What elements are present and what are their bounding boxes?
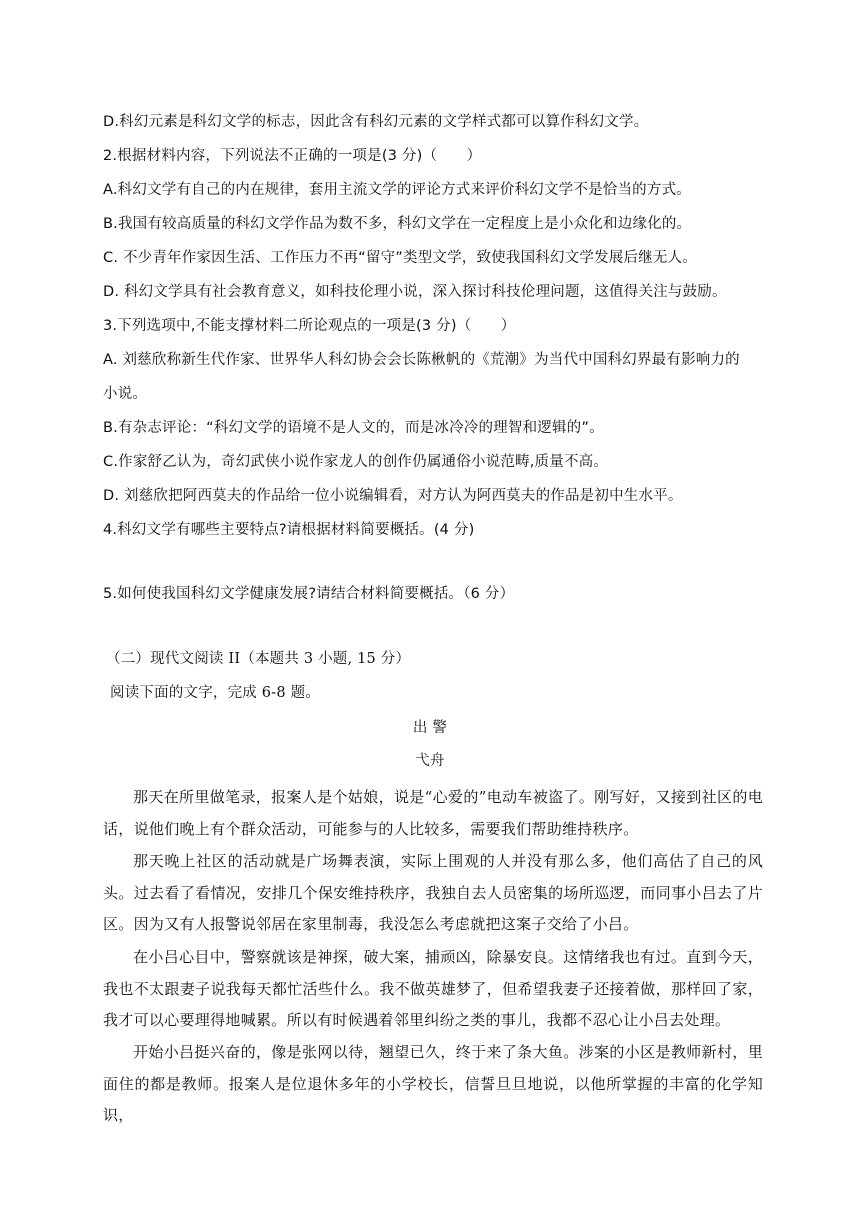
section-instruction: 阅读下面的文字，完成 6-8 题。 [110,685,320,701]
story-paragraph-2: 那天晚上社区的活动就是广场舞表演，实际上围观的人并没有那么多，他们高估了自己的风头。过去看了看情况，安排几个保安维持秩序，我独自去人员密集的场所巡逻，而同事小吕去了片区。因为又有人报警说邻居在家里制毒，我没怎么考虑就把这案子交给了小吕。 [103,852,763,933]
q4-stem: 4.科幻文学有哪些主要特点?请根据材料简要概括。(4 分) [103,522,475,538]
story-title: 出 警 [412,720,448,736]
q3-option-c: C.作家舒乙认为，奇幻武侠小说作家龙人的创作仍属通俗小说范畴,质量不高。 [103,454,609,470]
q2-option-c: C. 不少青年作家因生活、工作压力不再“留守”类型文学，致使我国科幻文学发展后继无人。 [103,250,697,266]
q3-option-a-cont: 小说。 [103,386,148,402]
story-paragraph-1: 那天在所里做笔录，报案人是个姑娘，说是“心爱的”电动车被盗了。刚写好，又接到社区的电话，说他们晚上有个群众活动，可能参与的人比较多，需要我们帮助维持秩序。 [103,788,763,838]
q3-option-d: D. 刘慈欣把阿西莫夫的作品给一位小说编辑看，对方认为阿西莫夫的作品是初中生水平。 [103,488,683,504]
q3-option-a: A. 刘慈欣称新生代作家、世界华人科幻协会会长陈楸帆的《荒潮》为当代中国科幻界最有影响力的 [103,352,740,368]
q1-option-d: D.科幻元素是科幻文学的标志，因此含有科幻元素的文学样式都可以算作科幻文学。 [103,114,649,130]
story-paragraph-3: 在小吕心目中，警察就该是神探，破大案，捕顽凶，除暴安良。这情绪我也有过。直到今天，我也不太跟妻子说我每天都忙活些什么。我不做英雄梦了，但希望我妻子还接着做，那样回了家，我才可以心要理得地喊累。所以有时候遇着邻里纠纷之类的事儿，我都不忍心让小吕去处理。 [103,948,763,1029]
q2-option-d: D. 科幻文学具有社会教育意义，如科技伦理小说，深入探讨科技伦理问题，这值得关注与鼓励。 [103,284,727,300]
story-author: 弋舟 [415,753,445,769]
section-heading: （二）现代文阅读 II（本题共 3 小题, 15 分） [106,651,411,667]
story-paragraph-4: 开始小吕挺兴奋的，像是张网以待，翘望已久，终于来了条大鱼。涉案的小区是教师新村，里面住的都是教师。报案人是位退休多年的小学校长，信誓旦旦地说，以他所掌握的丰富的化学知识， [103,1043,763,1124]
q3-option-b: B.有杂志评论：“科幻文学的语境不是人文的，而是冰冷冷的理智和逻辑的”。 [103,420,604,436]
q5-stem: 5.如何使我国科幻文学健康发展?请结合材料简要概括。（6 分） [103,586,515,602]
q2-option-a: A.科幻文学有自己的内在规律，套用主流文学的评论方式来评价科幻文学不是恰当的方式。 [103,182,691,198]
q2-option-b: B.我国有较高质量的科幻文学作品为数不多，科幻文学在一定程度上是小众化和边缘化的。 [103,216,692,232]
q2-stem: 2.根据材料内容，下列说法不正确的一项是(3 分)（ ） [103,148,482,164]
q3-stem: 3.下列选项中,不能支撑材料二所论观点的一项是(3 分)（ ） [103,318,516,334]
